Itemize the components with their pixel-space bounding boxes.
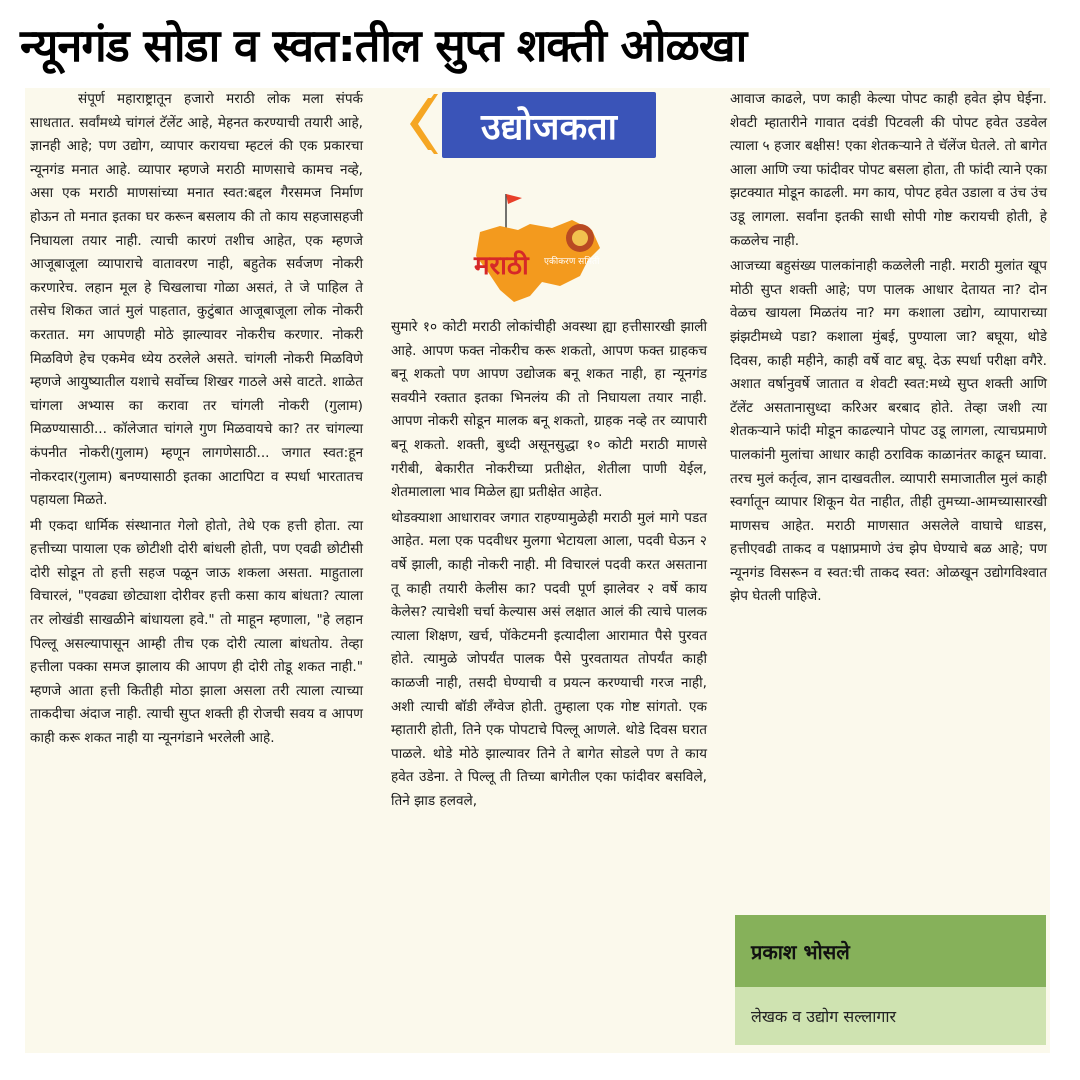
logo-sub-text: एकीकरण समिती	[544, 257, 600, 267]
section-label-text: उद्योजकता	[442, 92, 656, 158]
author-name: प्रकाश भोसले	[735, 915, 1046, 987]
paragraph: आजच्या बहुसंख्य पालकांनाही कळलेली नाही. मराठी मुलांत खूप मोठी सुप्त शक्ती आहे; पण पालक आधार देतायत ना? दोन वेळच खायला मिळतंय ना? मग कशाला उद्योग, व्यापाराच्या झंझटीमध्ये पडा? कशाला मुंबई, पुण्याला जा? बघूया, थोडे दिवस, काही महीने, काही वर्षे वाट बघू. देऊ स्पर्धा परीक्षा वगैरे. अशात वर्षानुवर्षे जातात व शेवटी स्वत:मध्ये सुप्त शक्ती आणि टॅलेंट असतानासुध्दा करिअर बरबाद होते. तेव्हा जशी त्या शेतकऱ्याने फांदी मोडून काढल्याने पोपट उडू लागला, त्याचप्रमाणे पालकांनी मुलांचा आधार काही ठराविक काळानंतर काढून घ्यावा. तरच मुलं कर्तृत्व, ज्ञान दाखवतील. व्यापारी समाजातील मुलं काही स्वर्गातून व्यापार शिकून येत नाहीत, तीही तुमच्या-आमच्यासारखी माणसच आहेत. मराठी माणसात असलेले वाघाचे धाडस, हत्तीएवढी ताकद व पक्षाप्रमाणे उंच झेप घेण्याचे बळ आहे; पण न्यूनगंड विसरून व स्वत:ची ताकद स्वत: ओळखून उद्योगविश्वात झेप घेतली पाहिजे.	[730, 258, 1047, 605]
author-byline	[735, 915, 1046, 1045]
paragraph: मी एकदा धार्मिक संस्थानात गेलो होतो, तेथे एक हत्ती होता. त्या हत्तीच्या पायाला एक छोटीशी दोरी बांधली होती, पण एवढी छोटीसी दोरी सोडून तो हत्ती सहज पळून जाऊ शकला असता. माहुताला विचारलं, "एवढ्या छोट्याशा दोरीवर हत्ती कसा काय बांधता? त्याला तर लोखंडी साखळीने बांधायला हवे." तो माहून म्हणाला, "हे लहान पिल्लू असल्यापासून आम्ही तीच एक दोरी त्याला बांधतोय. तेव्हा हत्तीला पक्का समज झालाय की आपण ही दोरी तोडू शकत नाही." म्हणजे आता हत्ती कितीही मोठा झाला असला तरी त्याला त्याच्या ताकदीचा अंदाज नाही. त्याची सुप्त शक्ती ही रोजची सवय व आपण काही करू शकत नाही या न्यूनगंडाने भरलेली आहे.	[30, 517, 363, 747]
logo-main-text: मराठी	[474, 251, 529, 281]
author-role: लेखक व उद्योग सल्लागार	[735, 987, 1046, 1045]
paragraph: संपूर्ण महाराष्ट्रातून हजारो मराठी लोक मला संपर्क साधतात. सर्वांमध्ये चांगलं टॅलेंट आहे, मेहनत करण्याची तयारी आहे, ज्ञानही आहे; पण उद्योग, व्यापार करायचा म्हटलं की एक प्रकारचा न्यूनगंड मनात आहे. व्यापार म्हणजे मराठी माणसाचे कामच नव्हे, असा एक मराठी माणसांच्या मनात स्वत:बद्दल गैरसमज निर्माण होऊन तो मनात इतका घर करून बसलाय की तो काय सहजासहजी निघायला तयार नाही. त्याची कारणं तशीच आहेत, एक म्हणजे आजूबाजूला व्यापाराचे वातावरण नाही, बहुतेक सर्वजण नोकरी करणारेच. लहान मूल हे चिखलाचा गोळा असतं, ते जे पाहिल ते तसेच शिकत जातं मुलं पाहतात, कुटुंबात आजूबाजूला लोक नोकरी करतात. मग आपणही मोठे झाल्यावर नोकरीच करणार. नोकरी मिळविणे हेच एकमेव ध्येय ठरलेले असते. चांगली नोकरी मिळविणे म्हणजे आयुष्यातील यशाचे सर्वोच्च शिखर गाठले असे वाटते. शाळेत चांगला अभ्यास का करावा तर चांगली नोकरी (गुलाम) मिळण्यासाठी... कॉलेजात चांगले गुण मिळवायचे का? तर चांगल्या कंपनीत नोकरी(गुलाम) म्हणून लागणेसाठी... जगात स्वत:हून नोकरदार(गुलाम) बनण्यासाठी इतका आटापिटा व स्पर्धा भारतातच पहायला मिळते.	[30, 91, 363, 509]
paragraph: सुमारे १० कोटी मराठी लोकांचीही अवस्था ह्या हत्तीसारखी झाली आहे. आपण फक्त नोकरीच करू शकतो, आपण फक्त ग्राहकच बनू शकतो पण आपण उद्योजक बनू शकत नाही, हा न्यूनगंड सवयीने रक्तात इतका भिनलंय की तो निघायला तयार नाही. आपण नोकरी सोडून मालक बनू शकतो, ग्राहक नव्हे तर व्यापारी बनू शकतो. शक्ती, बुध्दी असूनसुद्धा १० कोटी मराठी माणसे गरीबी, बेकारीत नोकरीच्या प्रतीक्षेत, शेतीला पाणी येईल, शेतमालाला भाव मिळेल ह्या प्रतीक्षेत आहेत.	[391, 319, 707, 501]
marathi-ekikaran-samiti-logo	[460, 190, 610, 310]
article-column-3	[730, 88, 1047, 848]
article-column-1	[30, 88, 363, 1048]
article-column-2	[391, 316, 707, 1046]
headline: न्यूनगंड सोडा व स्वत:तील सुप्त शक्ती ओळखा	[20, 19, 747, 72]
paragraph: आवाज काढले, पण काही केल्या पोपट काही हवेत झेप घेईना. शेवटी म्हातारीने गावात दवंडी पिटवली की पोपट हवेत उडवेल त्याला ५ हजार बक्षीस! एका शेतकऱ्याने ते चॅलेंज घेतले. तो बागेत आला आणि ज्या फांदीवर पोपट बसला होता, ती फांदी त्याने एका झटक्यात मोडून काढली. मग काय, पोपट हवेत उडाला व उंच उंच उडू लागला. सर्वांना इतकी साधी सोपी गोष्ट करायची होती, हे कळलेच नाही.	[730, 91, 1047, 249]
section-label	[408, 90, 658, 160]
chevron-left-icon	[408, 94, 438, 154]
paragraph: थोडक्याशा आधारावर जगात राहण्यामुळेही मराठी मुलं मागे पडत आहेत. मला एक पदवीधर मुलगा भेटायला आला, पदवी घेऊन २ वर्षे झाली, काही नोकरी नाही. मी विचारलं पदवी करत असताना तू काही तयारी केलीस का? पदवी पूर्ण झालेवर २ वर्षे काय केलेस? त्याचेशी चर्चा केल्यास असं लक्षात आलं की त्याचे पालक त्याला शिक्षण, खर्च, पॉकेटमनी इत्यादीला आरामात पैसे पुरवत होते. त्यामुळे जोपर्यंत पालक पैसे पुरवतायत तोपर्यंत काही काळजी नाही, तसदी घेण्याची व प्रयत्न करण्याची गरज नाही, अशी त्याची बॉडी लँग्वेज होती. तुम्हाला एक गोष्ट सांगतो. एक म्हातारी होती, तिने एक पोपटाचे पिल्लू आणले. थोडे दिवस घरात पाळले. थोडे मोठे झाल्यावर तिने ते बागेत सोडले पण ते काय हवेत उडेना. ते पिल्लू ती तिच्या बागेतील एका फांदीवर बसविले, तिने झाड हलवले,	[391, 509, 707, 809]
